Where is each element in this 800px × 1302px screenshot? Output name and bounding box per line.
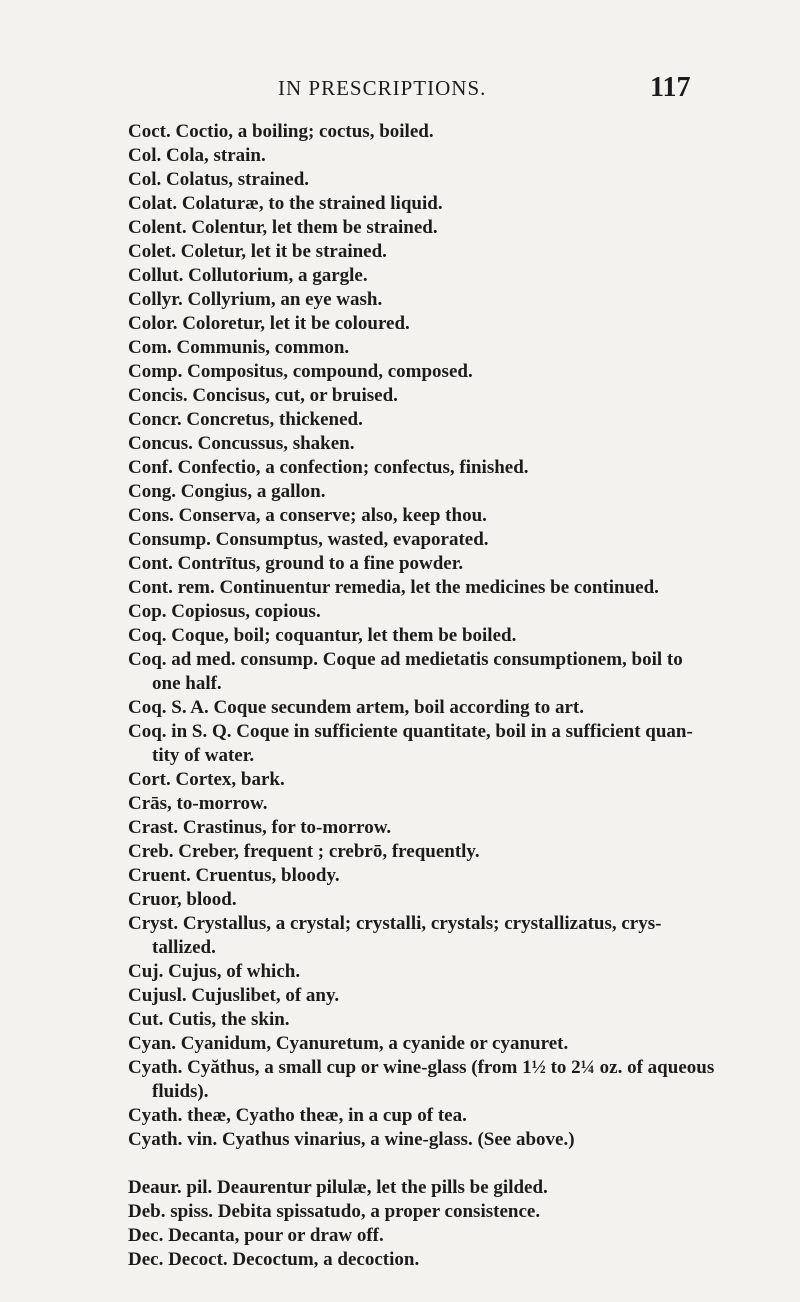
- entry-line: Collyr. Collyrium, an eye wash.: [128, 289, 383, 310]
- abbreviation-entry: [128, 192, 798, 216]
- abbreviation-entry: [128, 456, 798, 480]
- abbreviation-entry: [128, 888, 798, 912]
- abbreviation-entry: [128, 336, 798, 360]
- entry-line: Cont. Contrītus, ground to a fine powder.: [128, 553, 464, 574]
- abbreviation-entry: [128, 120, 798, 144]
- entry-line: Deaur. pil. Deaurentur pilulæ, let the pills be gilded.: [128, 1177, 548, 1198]
- entry-line: Col. Colatus, strained.: [128, 169, 310, 190]
- abbreviation-entry: [128, 960, 798, 984]
- abbreviation-entry: [128, 288, 798, 312]
- abbreviation-entry: [128, 720, 798, 768]
- abbreviation-entry: [128, 1200, 798, 1224]
- abbreviation-entry: [128, 984, 798, 1008]
- entry-line: Colent. Colentur, let them be strained.: [128, 217, 438, 238]
- entries-d: [128, 1176, 798, 1272]
- abbreviation-entry: [128, 264, 798, 288]
- running-head: IN PRESCRIPTIONS.: [278, 76, 487, 100]
- abbreviation-entry: [128, 144, 798, 168]
- abbreviation-entry: [128, 312, 798, 336]
- entry-line: Cruent. Cruentus, bloody.: [128, 865, 340, 886]
- abbreviation-entry: [128, 840, 798, 864]
- entry-line: Com. Communis, common.: [128, 337, 350, 358]
- entry-line: Cujusl. Cujuslibet, of any.: [128, 985, 340, 1006]
- entry-line: Coct. Coctio, a boiling; coctus, boiled.: [128, 121, 434, 142]
- entry-line: Cut. Cutis, the skin.: [128, 1009, 290, 1030]
- abbreviation-entry: [128, 408, 798, 432]
- abbreviation-entry: [128, 360, 798, 384]
- abbreviation-entry: [128, 168, 798, 192]
- abbreviation-entry: [128, 216, 798, 240]
- entry-line: Coq. Coque, boil; coquantur, let them be boiled.: [128, 625, 517, 646]
- entry-line: Cont. rem. Continuentur remedia, let the medicines be continued.: [128, 577, 659, 598]
- entry-line: Cyath. Cyăthus, a small cup or wine-glass (from 1½ to 2¼ oz. of aqueous: [128, 1057, 715, 1078]
- entry-line: Conf. Confectio, a confection; confectus, finished.: [128, 457, 529, 478]
- page-number: 117: [650, 72, 691, 103]
- entry-line: Cop. Copiosus, copious.: [128, 601, 321, 622]
- entry-line: Collut. Collutorium, a gargle.: [128, 265, 368, 286]
- entry-line: Cyath. theæ, Cyatho theæ, in a cup of tea.: [128, 1105, 467, 1126]
- entry-line: Col. Cola, strain.: [128, 145, 266, 166]
- page-header: [0, 72, 800, 106]
- abbreviation-entry: [128, 816, 798, 840]
- entry-line: Cons. Conserva, a conserve; also, keep thou.: [128, 505, 487, 526]
- abbreviation-entry: [128, 1056, 798, 1104]
- entry-line: Coq. ad med. consump. Coque ad medietatis consumptionem, boil to: [128, 649, 683, 670]
- entry-line: Color. Coloretur, let it be coloured.: [128, 313, 410, 334]
- abbreviation-entry: [128, 1128, 798, 1152]
- abbreviation-entry: [128, 600, 798, 624]
- entry-line: Cruor, blood.: [128, 889, 237, 910]
- abbreviation-entry: [128, 1224, 798, 1248]
- abbreviation-entry: [128, 552, 798, 576]
- abbreviation-entry: [128, 768, 798, 792]
- abbreviation-entry: [128, 864, 798, 888]
- abbreviation-entry: [128, 504, 798, 528]
- entry-line: Coq. in S. Q. Coque in sufficiente quantitate, boil in a sufficient quan-: [128, 721, 693, 742]
- section-gap: [128, 1152, 798, 1176]
- entry-line: Concr. Concretus, thickened.: [128, 409, 363, 430]
- entry-line: Dec. Decanta, pour or draw off.: [128, 1225, 384, 1246]
- entry-line: Colat. Colaturæ, to the strained liquid.: [128, 193, 443, 214]
- entry-line: Crās, to-morrow.: [128, 793, 268, 814]
- abbreviation-entry: [128, 480, 798, 504]
- entry-line: Concis. Concisus, cut, or bruised.: [128, 385, 398, 406]
- abbreviation-entry: [128, 432, 798, 456]
- abbreviation-entry: [128, 1176, 798, 1200]
- abbreviation-entry: [128, 1032, 798, 1056]
- entry-line: Cort. Cortex, bark.: [128, 769, 285, 790]
- entry-line: Dec. Decoct. Decoctum, a decoction.: [128, 1249, 420, 1270]
- abbreviation-entry: [128, 1248, 798, 1272]
- abbreviation-entry: [128, 1104, 798, 1128]
- entry-line: Coq. S. A. Coque secundem artem, boil according to art.: [128, 697, 584, 718]
- abbreviation-entry: [128, 528, 798, 552]
- entry-line: Deb. spiss. Debita spissatudo, a proper consistence.: [128, 1201, 541, 1222]
- entry-continuation: tity of water.: [152, 745, 255, 766]
- entry-continuation: one half.: [152, 673, 222, 694]
- abbreviation-entry: [128, 792, 798, 816]
- entry-line: Colet. Coletur, let it be strained.: [128, 241, 387, 262]
- abbreviation-list: [128, 120, 798, 1272]
- entries-c: [128, 120, 798, 1152]
- entry-line: Concus. Concussus, shaken.: [128, 433, 355, 454]
- abbreviation-entry: [128, 240, 798, 264]
- entry-line: Cryst. Crystallus, a crystal; crystalli, crystals; crystallizatus, crys-: [128, 913, 662, 934]
- entry-line: Creb. Creber, frequent ; crebrō, frequently.: [128, 841, 480, 862]
- entry-line: Crast. Crastinus, for to-morrow.: [128, 817, 392, 838]
- entry-line: Cyath. vin. Cyathus vinarius, a wine-glass. (See above.): [128, 1129, 575, 1150]
- abbreviation-entry: [128, 696, 798, 720]
- entry-line: Comp. Compositus, compound, composed.: [128, 361, 473, 382]
- abbreviation-entry: [128, 576, 798, 600]
- abbreviation-entry: [128, 648, 798, 696]
- entry-continuation: fluids).: [152, 1081, 209, 1102]
- entry-line: Cyan. Cyanidum, Cyanuretum, a cyanide or cyanuret.: [128, 1033, 569, 1054]
- entry-line: Consump. Consumptus, wasted, evaporated.: [128, 529, 489, 550]
- entry-line: Cuj. Cujus, of which.: [128, 961, 301, 982]
- entry-continuation: tallized.: [152, 937, 216, 958]
- abbreviation-entry: [128, 384, 798, 408]
- abbreviation-entry: [128, 1008, 798, 1032]
- entry-line: Cong. Congius, a gallon.: [128, 481, 326, 502]
- abbreviation-entry: [128, 912, 798, 960]
- abbreviation-entry: [128, 624, 798, 648]
